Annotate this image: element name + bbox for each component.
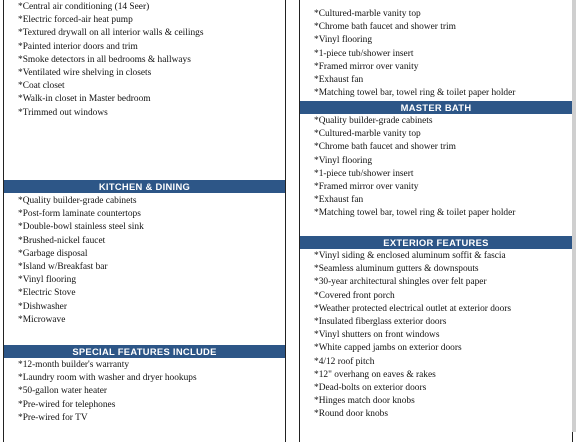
list-item: *Vinyl flooring bbox=[18, 275, 77, 286]
list-item: *Ventilated wire shelving in closets bbox=[18, 68, 152, 79]
right-intro-list bbox=[300, 8, 572, 100]
list-item: *Quality builder-grade cabinets bbox=[18, 196, 137, 206]
left-column bbox=[3, 0, 286, 442]
list-item: *Cultured-marble vanity top bbox=[314, 9, 421, 19]
exterior-features-header: EXTERIOR FEATURES bbox=[300, 236, 572, 249]
list-item: *Microwave bbox=[18, 314, 66, 325]
list-item: *Dead-bolts on exterior doors bbox=[314, 383, 427, 394]
list-item: *Chrome bath faucet and shower trim bbox=[314, 142, 456, 153]
list-item: *Island w/Breakfast bar bbox=[18, 262, 108, 273]
list-item: *Vinyl flooring bbox=[314, 35, 373, 46]
page-edge bbox=[572, 0, 576, 432]
list-item: *Vinyl siding & enclosed aluminum soffit & fascia bbox=[314, 251, 506, 261]
list-item: *Pre-wired for telephones bbox=[18, 399, 116, 410]
list-item: *Hinges match door knobs bbox=[314, 396, 415, 407]
list-item: *Pre-wired for TV bbox=[18, 412, 88, 423]
list-item: *Chrome bath faucet and shower trim bbox=[314, 22, 456, 33]
list-item: *Post-form laminate countertops bbox=[18, 209, 141, 220]
list-item: *Exhaust fan bbox=[314, 75, 364, 86]
list-item: *Weather protected electrical outlet at exterior doors bbox=[314, 303, 512, 314]
list-item: *Electric Stove bbox=[18, 288, 76, 299]
list-item: *Trimmed out windows bbox=[18, 107, 108, 118]
list-item: *12" overhang on eaves & rakes bbox=[314, 369, 436, 380]
list-item: *Garbage disposal bbox=[18, 248, 88, 259]
exterior-features-list bbox=[300, 250, 572, 422]
kitchen-dining-list bbox=[4, 195, 285, 327]
list-item: *1-piece tub/shower insert bbox=[314, 48, 414, 59]
list-item: *12-month builder's warranty bbox=[18, 360, 130, 370]
list-item: *Covered front porch bbox=[314, 290, 395, 301]
list-item: *Coat closet bbox=[18, 81, 65, 92]
list-item: *Framed mirror over vanity bbox=[314, 182, 419, 193]
list-item: *Central air conditioning (14 Seer) bbox=[18, 2, 150, 12]
list-item: *Smoke detectors in all bedrooms & hallways bbox=[18, 54, 191, 65]
list-item: *Painted interior doors and trim bbox=[18, 41, 138, 52]
list-item: *Electric forced-air heat pump bbox=[18, 15, 133, 26]
list-item: *Round door knobs bbox=[314, 409, 388, 420]
list-item: *Matching towel bar, towel ring & toilet paper holder bbox=[314, 88, 516, 99]
list-item: *Insulated fiberglass exterior doors bbox=[314, 317, 447, 328]
list-item: *Seamless aluminum gutters & downspouts bbox=[314, 264, 479, 275]
kitchen-dining-header: KITCHEN & DINING bbox=[4, 180, 285, 193]
list-item: *Cultured-marble vanity top bbox=[314, 129, 421, 140]
master-bath-list bbox=[300, 115, 572, 221]
list-item: *Walk-in closet in Master bedroom bbox=[18, 94, 151, 105]
list-item: *White capped jambs on exterior doors bbox=[314, 343, 462, 354]
list-item: *Double-bowl stainless steel sink bbox=[18, 222, 144, 233]
list-item: *50-gallon water heater bbox=[18, 386, 108, 397]
list-item: *1-piece tub/shower insert bbox=[314, 168, 414, 179]
special-features-header: SPECIAL FEATURES INCLUDE bbox=[4, 345, 285, 358]
list-item: *Laundry room with washer and dryer hookups bbox=[18, 373, 197, 384]
list-item: *Framed mirror over vanity bbox=[314, 61, 419, 72]
master-bath-header: MASTER BATH bbox=[300, 101, 572, 114]
list-item: *30-year architectural shingles over felt paper bbox=[314, 277, 487, 288]
list-item: *Matching towel bar, towel ring & toilet paper holder bbox=[314, 208, 516, 219]
list-item: *Vinyl flooring bbox=[314, 155, 373, 166]
special-features-list bbox=[4, 359, 285, 425]
list-item: *Quality builder-grade cabinets bbox=[314, 116, 433, 126]
list-item: *Vinyl shutters on front windows bbox=[314, 330, 440, 341]
list-item: *Exhaust fan bbox=[314, 195, 364, 206]
list-item: *Brushed-nickel faucet bbox=[18, 235, 106, 246]
list-item: *4/12 roof pitch bbox=[314, 356, 375, 367]
list-item: *Textured drywall on all interior walls & ceilings bbox=[18, 28, 204, 39]
list-item: *Dishwasher bbox=[18, 301, 67, 312]
left-intro-list bbox=[4, 1, 285, 120]
right-column bbox=[299, 0, 573, 442]
